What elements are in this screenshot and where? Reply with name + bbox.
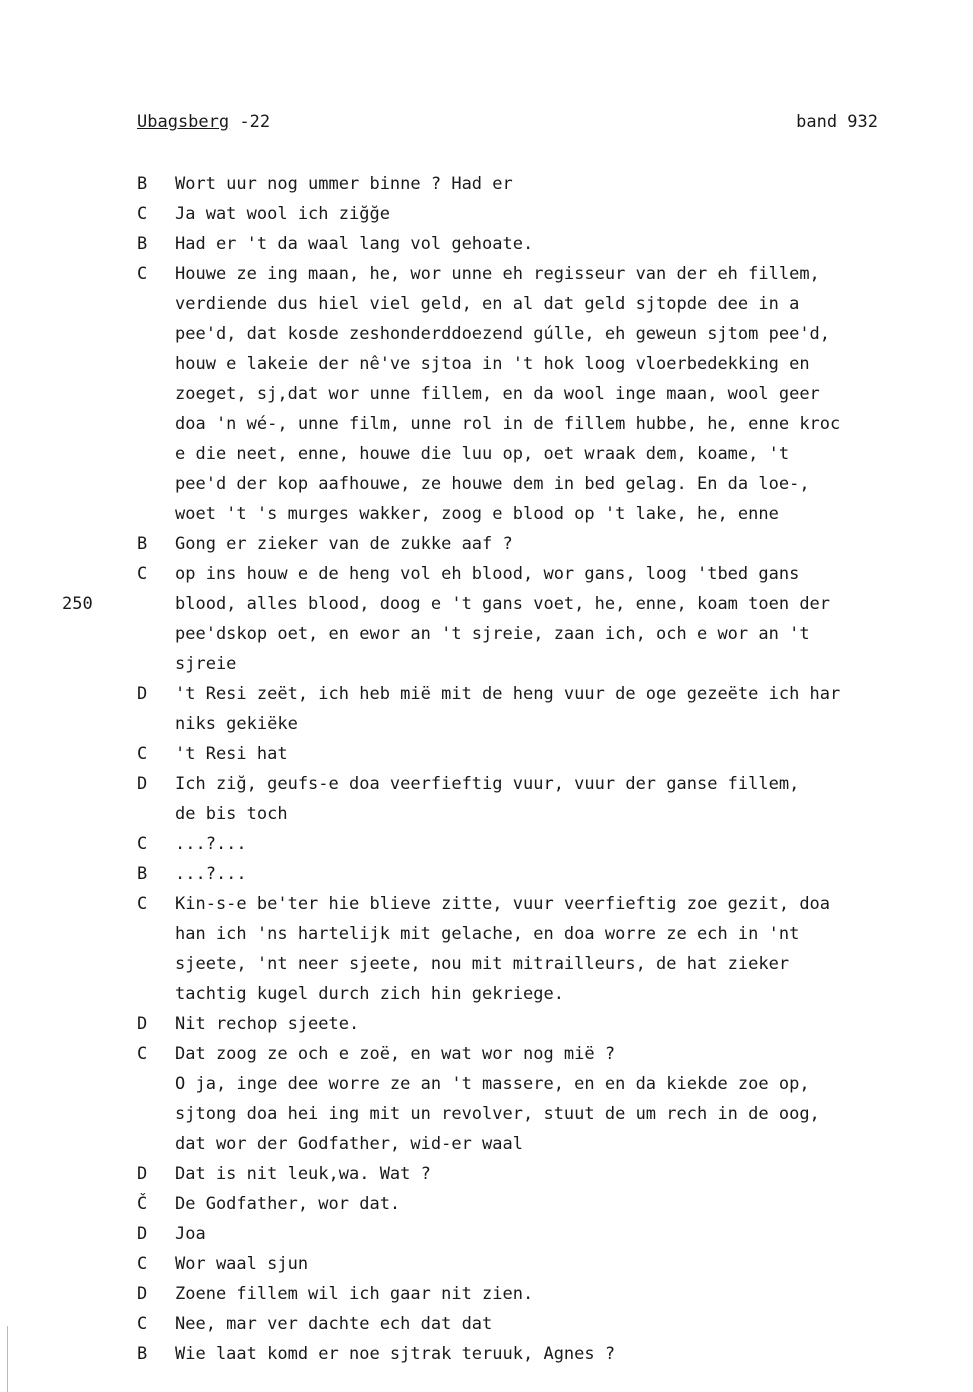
utterance-text: sjreie	[175, 654, 237, 674]
speaker-label: C	[137, 834, 148, 854]
utterance-text: blood, alles blood, doog e 't gans voet, he, enne, koam toen der	[175, 594, 831, 614]
transcript-line	[0, 889, 973, 919]
utterance-text: Wor waal sjun	[175, 1254, 309, 1274]
utterance-text: de bis toch	[175, 804, 288, 824]
utterance-text: verdiende dus hiel viel geld, en al dat geld sjtopde dee in a	[175, 294, 800, 314]
utterance-text: han ich 'ns hartelijk mit gelache, en doa worre ze ech in 'nt	[175, 924, 800, 944]
utterance-text: Nee, mar ver dachte ech dat dat	[175, 1314, 493, 1334]
transcript-entry	[0, 739, 973, 769]
transcript-line	[0, 1339, 973, 1369]
utterance-text: houw e lakeie der nê've sjtoa in 't hok loog vloerbedekking en	[175, 354, 810, 374]
speaker-label: B	[137, 864, 148, 884]
speaker-label: B	[137, 1344, 148, 1364]
transcript-line	[0, 1069, 973, 1099]
transcript-entry	[0, 1249, 973, 1279]
utterance-text: pee'd, dat kosde zeshonderddoezend gúlle, eh geweun sjtom pee'd,	[175, 324, 831, 344]
transcript-line	[0, 1039, 973, 1069]
utterance-text: Ich ziğ, geufs-e doa veerfieftig vuur, vuur der ganse fillem,	[175, 774, 800, 794]
speaker-label: D	[137, 1014, 148, 1034]
utterance-text: Dat is nit leuk,wa. Wat ?	[175, 1164, 431, 1184]
transcript-entry	[0, 559, 973, 679]
utterance-text: sjeete, 'nt neer sjeete, nou mit mitrailleurs, de hat zieker	[175, 954, 790, 974]
transcript-line	[0, 379, 973, 409]
speaker-label: C	[137, 1044, 148, 1064]
speaker-label: D	[137, 1224, 148, 1244]
transcript-line	[0, 1309, 973, 1339]
transcript-line	[0, 619, 973, 649]
transcript-entry	[0, 529, 973, 559]
transcript-line	[0, 259, 973, 289]
speaker-label: B	[137, 534, 148, 554]
utterance-text: O ja, inge dee worre ze an 't massere, en en da kiekde zoe op,	[175, 1074, 810, 1094]
transcript-line	[0, 1279, 973, 1309]
transcript-entry	[0, 1159, 973, 1189]
transcript-entry	[0, 859, 973, 889]
utterance-text: ...?...	[175, 864, 247, 884]
header-title	[137, 110, 270, 134]
utterance-text: pee'd der kop aafhouwe, ze houwe dem in bed gelag. En da loe-,	[175, 474, 810, 494]
utterance-text: 't Resi hat	[175, 744, 288, 764]
speaker-label: C	[137, 1254, 148, 1274]
transcript-entry	[0, 1339, 973, 1369]
transcript-line	[0, 1099, 973, 1129]
transcript-entry	[0, 1189, 973, 1219]
transcript-line	[0, 199, 973, 229]
utterance-text: e die neet, enne, houwe die luu op, oet wraak dem, koame, 't	[175, 444, 790, 464]
utterance-text: tachtig kugel durch zich hin gekriege.	[175, 984, 564, 1004]
transcript-line	[0, 529, 973, 559]
utterance-text: op ins houw e de heng vol eh blood, wor gans, loog 'tbed gans	[175, 564, 800, 584]
transcript-line	[0, 1189, 973, 1219]
utterance-text: Joa	[175, 1224, 206, 1244]
transcript-line	[0, 1009, 973, 1039]
transcript-line	[0, 349, 973, 379]
speaker-label: C	[137, 1314, 148, 1334]
page-header	[137, 110, 878, 134]
transcript-line	[0, 679, 973, 709]
transcript-entry	[0, 169, 973, 199]
transcript-line	[0, 709, 973, 739]
transcript-line	[0, 229, 973, 259]
transcript-line	[0, 439, 973, 469]
line-number: 250	[62, 594, 93, 614]
transcript-line	[0, 739, 973, 769]
speaker-label: C	[137, 894, 148, 914]
speaker-label: C	[137, 264, 148, 284]
utterance-text: doa 'n wé-, unne film, unne rol in de fillem hubbe, he, enne kroc	[175, 414, 841, 434]
utterance-text: dat wor der Godfather, wid-er waal	[175, 1134, 523, 1154]
utterance-text: Gong er zieker van de zukke aaf ?	[175, 534, 513, 554]
transcript-line	[0, 1129, 973, 1159]
utterance-text: niks gekiëke	[175, 714, 298, 734]
page-number: -22	[229, 112, 271, 132]
transcript-entry	[0, 1219, 973, 1249]
transcript-entry	[0, 1039, 973, 1159]
transcript-line	[0, 589, 973, 619]
utterance-text: woet 't 's murges wakker, zoog e blood op 't lake, he, enne	[175, 504, 779, 524]
transcript-entry	[0, 1309, 973, 1339]
utterance-text: sjtong doa hei ing mit un revolver, stuut de um rech in de oog,	[175, 1104, 820, 1124]
utterance-text: De Godfather, wor dat.	[175, 1194, 401, 1214]
transcript-line	[0, 409, 973, 439]
place-name: Ubagsberg	[137, 112, 230, 132]
transcript-body	[0, 169, 973, 1369]
transcript-line	[0, 919, 973, 949]
transcript-line	[0, 649, 973, 679]
utterance-text: Had er 't da waal lang vol gehoate.	[175, 234, 534, 254]
transcript-entry	[0, 889, 973, 1009]
utterance-text: Zoene fillem wil ich gaar nit zien.	[175, 1284, 534, 1304]
speaker-label: C	[137, 744, 148, 764]
speaker-label: B	[137, 174, 148, 194]
transcript-line	[0, 769, 973, 799]
transcript-entry	[0, 769, 973, 829]
transcript-line	[0, 499, 973, 529]
transcript-line	[0, 829, 973, 859]
transcript-entry	[0, 1279, 973, 1309]
speaker-label: D	[137, 1164, 148, 1184]
transcript-line	[0, 1249, 973, 1279]
transcript-line	[0, 289, 973, 319]
speaker-label: D	[137, 684, 148, 704]
transcript-line	[0, 469, 973, 499]
transcript-line	[0, 1159, 973, 1189]
utterance-text: zoeget, sj,dat wor unne fillem, en da wool inge maan, wool geer	[175, 384, 820, 404]
transcript-entry	[0, 1009, 973, 1039]
transcript-entry	[0, 259, 973, 529]
utterance-text: Wort uur nog ummer binne ? Had er	[175, 174, 513, 194]
utterance-text: Nit rechop sjeete.	[175, 1014, 360, 1034]
transcript-line	[0, 319, 973, 349]
transcript-entry	[0, 199, 973, 229]
transcript-entry	[0, 229, 973, 259]
speaker-label: Č	[137, 1194, 148, 1214]
transcript-line	[0, 559, 973, 589]
speaker-label: C	[137, 564, 148, 584]
utterance-text: Ja wat wool ich ziğğe	[175, 204, 390, 224]
utterance-text: Houwe ze ing maan, he, wor unne eh regisseur van der eh fillem,	[175, 264, 820, 284]
transcript-entry	[0, 679, 973, 739]
band-number: band 932	[796, 112, 878, 132]
utterance-text: Dat zoog ze och e zoë, en wat wor nog mië ?	[175, 1044, 616, 1064]
transcript-line	[0, 169, 973, 199]
margin-mark	[7, 1326, 10, 1392]
speaker-label: D	[137, 1284, 148, 1304]
utterance-text: Kin-s-e be'ter hie blieve zitte, vuur veerfieftig zoe gezit, doa	[175, 894, 831, 914]
transcript-line	[0, 949, 973, 979]
transcript-line	[0, 1219, 973, 1249]
utterance-text: Wie laat komd er noe sjtrak teruuk, Agnes ?	[175, 1344, 616, 1364]
transcript-line	[0, 859, 973, 889]
transcript-line	[0, 799, 973, 829]
utterance-text: 't Resi zeët, ich heb mië mit de heng vuur de oge gezeëte ich har	[175, 684, 841, 704]
transcript-line	[0, 979, 973, 1009]
speaker-label: D	[137, 774, 148, 794]
transcript-entry	[0, 829, 973, 859]
speaker-label: B	[137, 234, 148, 254]
speaker-label: C	[137, 204, 148, 224]
utterance-text: ...?...	[175, 834, 247, 854]
utterance-text: pee'dskop oet, en ewor an 't sjreie, zaan ich, och e wor an 't	[175, 624, 810, 644]
